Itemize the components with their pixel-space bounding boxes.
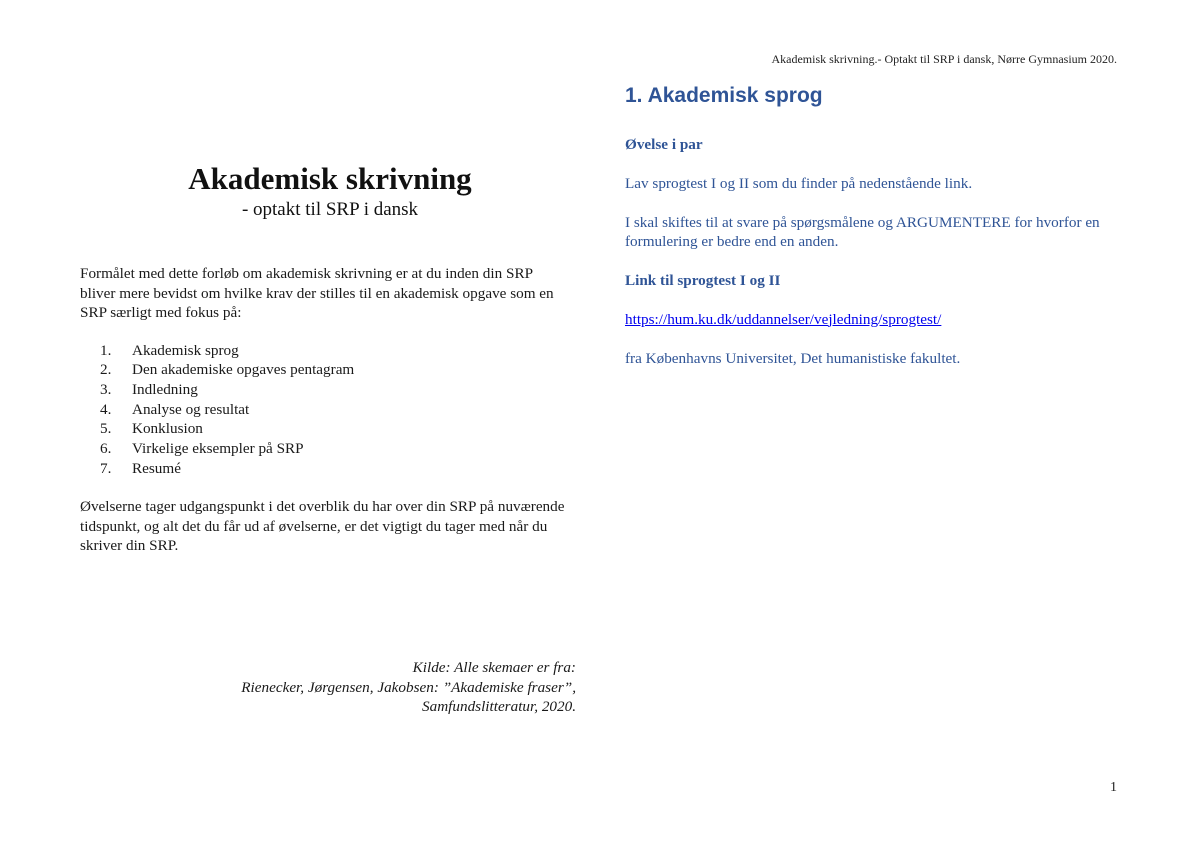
list-number: 6. xyxy=(100,440,112,458)
list-number: 5. xyxy=(100,420,112,438)
source-line: Samfundslitteratur, 2020. xyxy=(422,698,576,715)
list-item-label: Indledning xyxy=(132,380,198,398)
list-number: 4. xyxy=(100,400,112,418)
link-source: fra Københavns Universitet, Det humanistiske fakultet. xyxy=(625,349,961,367)
list-item xyxy=(100,439,580,459)
right-column xyxy=(625,83,1125,368)
outro-paragraph: Øvelserne tager udgangspunkt i det overblik du har over din SRP på nuværende tidspunkt, og alt det du får ud af øvelserne, er det vigtigt du tager med når du skriver din SRP. xyxy=(80,498,565,555)
intro-paragraph: Formålet med dette forløb om akademisk skrivning er at du inden din SRP bliver mere bevidst om hvilke krav der stilles til en akademisk opgave som en SRP særligt med fokus på: xyxy=(80,265,554,321)
source-citation xyxy=(80,658,576,717)
list-item-label: Akademisk sprog xyxy=(132,341,239,359)
source-line: Kilde: Alle skemaer er fra: xyxy=(412,659,576,676)
list-number: 7. xyxy=(100,459,112,477)
list-number: 3. xyxy=(100,380,112,398)
left-column xyxy=(80,160,580,556)
document-title: Akademisk skrivning xyxy=(188,161,472,196)
list-item xyxy=(100,459,580,479)
document-subtitle: - optakt til SRP i dansk xyxy=(241,199,419,220)
discussion-paragraph: I skal skiftes til at svare på spørgsmålene og ARGUMENTERE for hvorfor en formulering er bedre end en anden. xyxy=(625,213,1100,250)
exercise-heading: Øvelse i par xyxy=(625,136,703,153)
list-number: 1. xyxy=(100,341,112,359)
list-item xyxy=(100,380,580,400)
topic-list xyxy=(80,341,580,479)
list-number: 2. xyxy=(100,361,112,379)
source-line: Rienecker, Jørgensen, Jakobsen: ”Akademiske fraser”, xyxy=(241,678,576,696)
list-item-label: Konklusion xyxy=(132,420,203,438)
sprogtest-link[interactable]: https://hum.ku.dk/uddannelser/vejledning/sprogtest/ xyxy=(625,310,942,328)
instruction-paragraph: Lav sprogtest I og II som du finder på nedenstående link. xyxy=(625,175,973,192)
list-item-label: Analyse og resultat xyxy=(132,400,250,418)
page-number: 1 xyxy=(1110,780,1117,795)
list-item xyxy=(100,360,580,380)
list-item xyxy=(100,419,580,439)
list-item-label: Resumé xyxy=(132,459,181,477)
list-item xyxy=(100,400,580,420)
section-heading: 1. Akademisk sprog xyxy=(625,84,823,107)
list-item xyxy=(100,341,580,361)
running-header: Akademisk skrivning.- Optakt til SRP i dansk, Nørre Gymnasium 2020. xyxy=(771,52,1117,66)
list-item-label: Virkelige eksempler på SRP xyxy=(132,440,304,458)
link-heading: Link til sprogtest I og II xyxy=(625,271,781,289)
list-item-label: Den akademiske opgaves pentagram xyxy=(132,361,355,379)
